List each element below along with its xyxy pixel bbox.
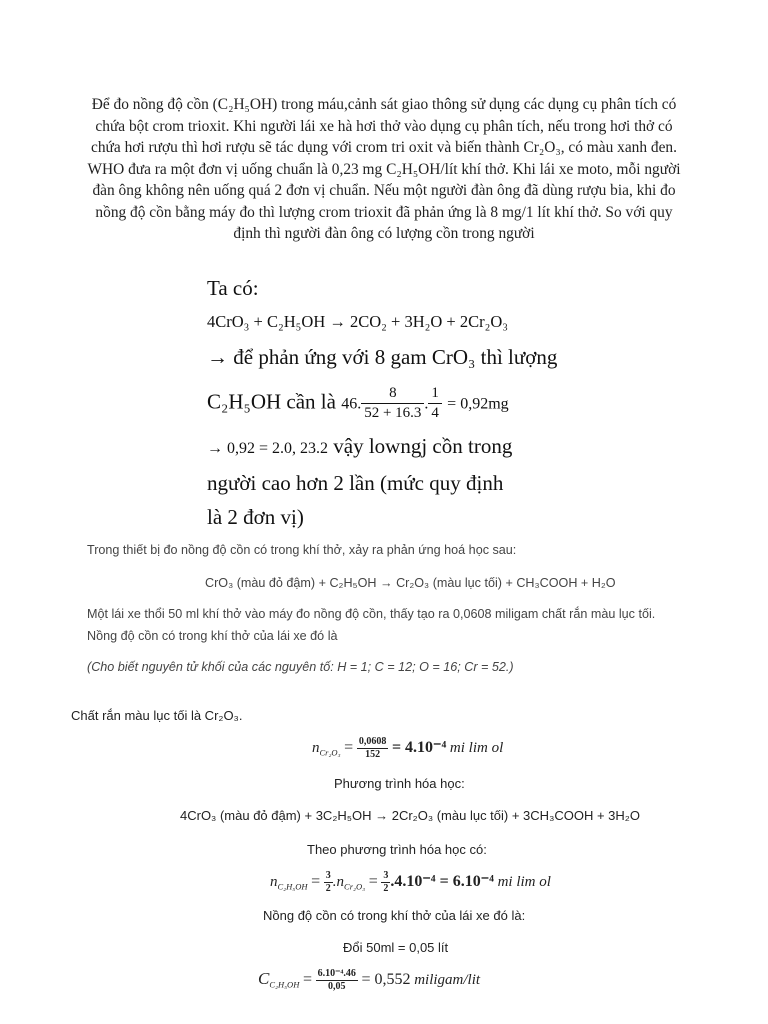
hand-fraction-1 xyxy=(361,384,424,423)
n-cr2o3-unit: mi lim ol xyxy=(449,739,504,756)
hand-line-6: người cao hơn 2 lần (mức quy định xyxy=(207,471,504,495)
formula-n-cr2o3: $n_{Cr_2O_3}$ = $\frac{0,0608}{152}$ = 4.10⁻⁴ mi lim ol xyxy=(312,736,504,760)
solution-line-1: Chất rắn màu lục tối là Cr₂O₃. xyxy=(71,708,243,723)
hand-calc-label: C₂H₅OH cần là xyxy=(207,389,336,414)
c-subscript: C₂H₅OH xyxy=(269,979,300,990)
n-eth-fraction-2 xyxy=(381,870,390,895)
c-unit: miligam/lit xyxy=(414,971,481,988)
n-eth-result: .4.10⁻⁴ = 6.10⁻⁴ xyxy=(390,872,494,890)
hand-line-5 xyxy=(207,434,512,459)
n-subscript: Cr₂O₃ xyxy=(319,747,341,758)
intro-paragraph: Để đo nồng độ cồn (C₂H₅OH) trong máu,cảnh sát giao thông sử dụng các dụng cụ phân tích có chứa bột crom trioxit. Khi người lái xe hà hơi thở vào dụng cụ phân tích, nếu trong hơi thở có chứa hơi rượu thì hơi rượu sẽ tác dụng với crom tri oxit và biến thành Cr₂O₃, có màu xanh đen. WHO đưa ra một đơn vị uống chuẩn là 0,23 mg C₂H₅OH/lít khí thở. Khi lái xe moto, mỗi người đàn ông không nên uống quá 2 đơn vị chuẩn. Nếu một người đàn ông đã dùng rượu bia, khi đo nồng độ cồn bằng máy đo thì lượng crom trioxit đã phản ứng là 8 mg/1 lít khí thở. So với quy định thì người đàn ông có lượng cồn trong người xyxy=(87,96,681,242)
hand-fraction-2 xyxy=(428,384,442,423)
c-den: 0,05 xyxy=(328,981,346,992)
hand-fraction-1-num: 8 xyxy=(361,384,424,404)
problem-atomic-masses: (Cho biết nguyên tử khối của các nguyên tố: H = 1; C = 12; O = 16; Cr = 52.) xyxy=(87,660,514,674)
hand-calc-dot: . xyxy=(424,395,429,413)
hand-fraction-2-den: 4 xyxy=(431,405,439,421)
hand-line-7: là 2 đơn vị) xyxy=(207,505,304,529)
hand-calc-result: = 0,92mg xyxy=(447,395,509,413)
hand-fraction-1-den: 52 + 16.3 xyxy=(364,405,422,421)
hand-calc-line xyxy=(207,384,509,423)
n-eth-mid-subscript: Cr₂O₃ xyxy=(344,881,366,892)
n-eth-subscript: C₂H₅OH xyxy=(277,881,308,892)
c-symbol: C xyxy=(258,968,270,988)
n-eth-frac2-den: 2 xyxy=(383,883,389,894)
unit-conversion: Đổi 50ml = 0,05 lít xyxy=(343,940,449,955)
problem-line-1: Trong thiết bị đo nồng độ cồn có trong khí thở, xảy ra phản ứng hoá học sau: xyxy=(87,543,517,557)
n-eth-unit: mi lim ol xyxy=(497,873,551,890)
n-cr2o3-num: 0,0608 xyxy=(358,736,387,747)
balanced-equation: 4CrO₃ (màu đỏ đậm) + 3C₂H₅OH → 2Cr₂O₃ (màu lục tối) + 3CH₃COOH + 3H₂O xyxy=(180,808,640,823)
n-cr2o3-fraction xyxy=(357,736,389,761)
c-num: 6.10⁻⁴.46 xyxy=(317,968,356,979)
hand-line-1: Ta có: xyxy=(207,276,259,300)
hand-fraction-2-num: 1 xyxy=(428,384,442,404)
hand-calc-coef: 46. xyxy=(341,395,362,413)
hand-line-3: → để phản ứng với 8 gam CrO₃ thì lượng xyxy=(207,345,558,369)
n-eth-fraction xyxy=(324,870,333,895)
hand-reaction-equation: 4CrO₃ + C₂H₅OH → 2CO₂ + 3H₂O + 2Cr₂O₃ xyxy=(207,312,509,331)
formula-n-ethanol: $n_{C_2H_5OH}$ = $\frac{3}{2}$ $.n_{Cr_2O_3}$ = $\frac{3}{2}$ .4.10⁻⁴ = 6.10⁻⁴ mi lim ol xyxy=(270,870,551,894)
c-result: = 0,552 xyxy=(361,970,411,988)
equation-label: Phương trình hóa học: xyxy=(334,776,465,791)
n-eth-symbol: n xyxy=(270,873,278,890)
n-eth-frac2-num: 3 xyxy=(383,870,389,881)
n-symbol: n xyxy=(312,739,320,756)
n-eth-mid: .n xyxy=(332,873,345,890)
problem-reaction: CrO₃ (màu đỏ đậm) + C₂H₅OH → Cr₂O₃ (màu lục tối) + CH₃COOH + H₂O xyxy=(205,576,616,590)
n-cr2o3-den: 152 xyxy=(365,749,381,760)
n-eth-frac-den: 2 xyxy=(325,883,331,894)
n-cr2o3-result: = 4.10⁻⁴ xyxy=(391,738,447,756)
n-eth-frac-num: 3 xyxy=(325,870,331,881)
problem-line-3: Nồng độ cồn có trong khí thở của lái xe đó là xyxy=(87,629,338,643)
concentration-label: Nồng độ cồn có trong khí thở của lái xe đó là: xyxy=(263,908,526,923)
formula-concentration: $C_{C_2H_5OH}$ = $\frac{\text{6.10⁻⁴.46}}{0,05}$ = 0,552 miligam/lit xyxy=(258,968,481,992)
problem-line-2: Một lái xe thổi 50 ml khí thở vào máy đo nồng độ cồn, thấy tạo ra 0,0608 miligam chất rắn màu lục tối. xyxy=(87,607,656,621)
c-fraction xyxy=(316,968,358,993)
hand-compare-text: vậy lowngj cồn trong xyxy=(333,434,513,458)
stoich-label: Theo phương trình hóa học có: xyxy=(307,842,487,857)
hand-compare-eq: → 0,92 = 2.0, 23.2 xyxy=(207,440,329,457)
